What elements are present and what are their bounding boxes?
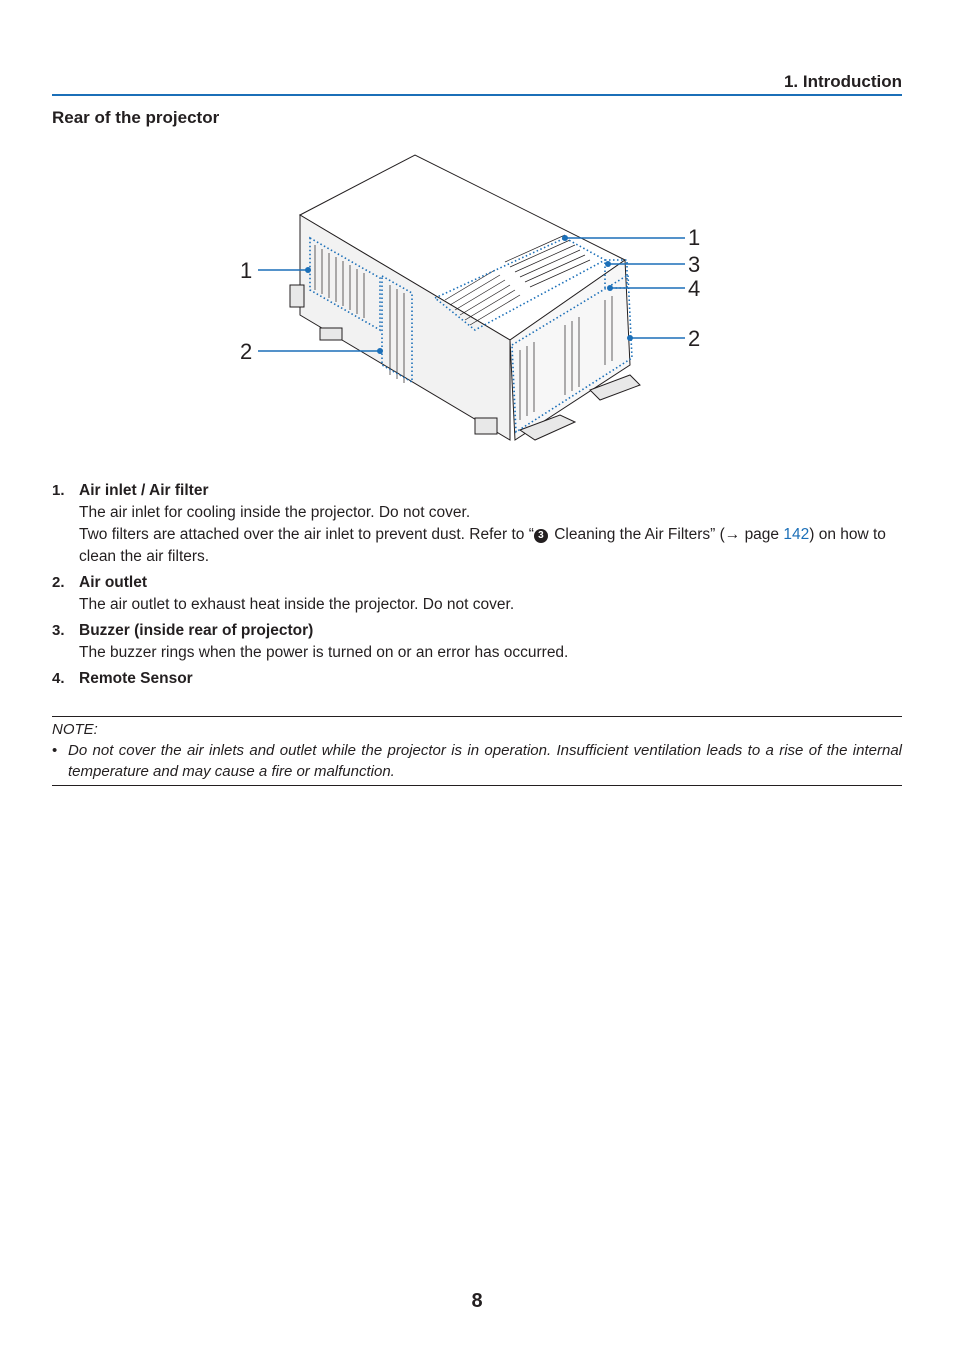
item-number: 2.: [52, 574, 65, 591]
item-title: Air inlet / Air filter: [79, 482, 209, 499]
callout-right-1: 1: [688, 225, 701, 250]
page-number: 8: [471, 1290, 483, 1312]
list-item: [52, 668, 902, 690]
parts-list: [52, 480, 902, 694]
note-label: NOTE:: [52, 721, 98, 738]
bullet-icon: •: [52, 742, 58, 759]
item-text-fragment: Two filters are attached over the air inlet to prevent dust. Refer to “: [79, 526, 534, 543]
item-title: Remote Sensor: [79, 670, 193, 687]
list-item: [52, 480, 902, 568]
callout-left-1: 1: [240, 258, 253, 283]
list-item: [52, 572, 902, 616]
callout-right-4: 4: [688, 276, 701, 301]
item-description-2: [79, 524, 902, 568]
callout-right-2: 2: [688, 326, 701, 351]
note-box: [52, 716, 902, 786]
list-item: [52, 620, 902, 664]
callout-right-3: 3: [688, 252, 701, 277]
callout-left-2: 2: [240, 339, 253, 364]
item-title: Buzzer (inside rear of projector): [79, 622, 314, 639]
page-link[interactable]: 142: [783, 526, 810, 543]
item-number: 3.: [52, 622, 65, 639]
projector-illustration: [230, 150, 730, 450]
note-item: [52, 740, 902, 782]
item-text-fragment: Cleaning the Air Filters” (→ page: [549, 526, 784, 543]
item-description: The buzzer rings when the power is turned on or an error has occurred.: [79, 644, 569, 661]
item-description: The air outlet to exhaust heat inside the projector. Do not cover.: [79, 596, 515, 613]
item-text-fragment: ) on how to clean the air filters.: [79, 526, 886, 565]
page-header: [52, 72, 902, 96]
item-description: The air inlet for cooling inside the projector. Do not cover.: [79, 504, 471, 521]
item-title: Air outlet: [79, 574, 148, 591]
section-title: Rear of the projector: [52, 108, 220, 127]
projector-rear-figure: [230, 150, 730, 450]
note-text: Do not cover the air inlets and outlet while the projector is in operation. Insufficient ventilation leads to a rise of the internal temperature and may cause a fire or malfunction.: [68, 742, 902, 780]
chapter-title: 1. Introduction: [783, 72, 902, 91]
item-number: 4.: [52, 670, 65, 687]
step-number-badge: 3: [534, 529, 548, 543]
item-number: 1.: [52, 482, 65, 499]
